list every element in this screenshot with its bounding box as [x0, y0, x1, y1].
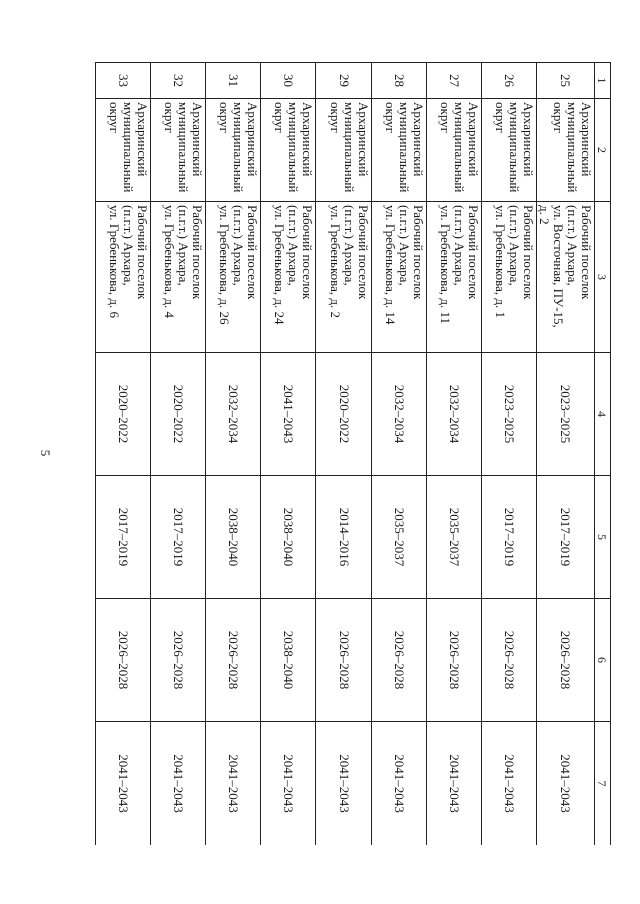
period-col-5: 2038–2040 [206, 476, 261, 599]
district-line: округ [437, 102, 453, 133]
district-line: округ [382, 102, 398, 133]
district-line: округ [492, 102, 508, 133]
table-row [371, 63, 426, 846]
period-col-5: 2035–2037 [426, 476, 481, 599]
column-header: 5 [595, 476, 611, 599]
address-line: Рабочий поселок [465, 205, 481, 300]
address-cell [261, 202, 316, 353]
period-col-4: 2041–2043 [261, 353, 316, 476]
schedule-table [95, 62, 611, 845]
period-col-5: 2017–2019 [481, 476, 536, 599]
address-line: ул. Гребенькова, д. 6 [107, 205, 123, 318]
district-cell [536, 99, 594, 202]
address-line: ул. Восточная, ПУ-15, [551, 205, 566, 328]
period-col-6: 2026–2028 [316, 599, 371, 722]
address-line: ул. Гребенькова, д. 24 [272, 205, 288, 325]
address-line: ул. Гребенькова, д. 14 [382, 205, 398, 325]
column-header: 4 [595, 353, 611, 476]
district-line: Архаринский [579, 102, 594, 177]
row-number: 25 [536, 63, 594, 99]
period-col-4: 2020–2022 [151, 353, 206, 476]
table-row [536, 63, 594, 846]
table-row [481, 63, 536, 846]
district-cell [371, 99, 426, 202]
period-col-6: 2026–2028 [426, 599, 481, 722]
district-line: Архаринский [465, 102, 481, 177]
district-line: округ [217, 102, 233, 133]
period-col-7: 2041–2043 [426, 722, 481, 846]
row-number: 28 [371, 63, 426, 99]
district-line: Архаринский [520, 102, 536, 177]
address-line: ул. Гребенькова, д. 4 [162, 205, 178, 318]
header-row [595, 63, 611, 846]
row-number: 27 [426, 63, 481, 99]
column-header: 7 [595, 722, 611, 846]
period-col-7: 2041–2043 [481, 722, 536, 846]
table-row [151, 63, 206, 846]
period-col-5: 2017–2019 [536, 476, 594, 599]
address-line: Рабочий поселок [579, 205, 594, 300]
table-row [96, 63, 151, 846]
district-line: муниципальный [176, 102, 192, 193]
period-col-4: 2032–2034 [371, 353, 426, 476]
district-line: Архаринский [190, 102, 206, 177]
district-line: муниципальный [565, 102, 580, 193]
address-cell [481, 202, 536, 353]
address-line: Рабочий поселок [245, 205, 261, 300]
period-col-7: 2041–2043 [261, 722, 316, 846]
period-col-7: 2041–2043 [536, 722, 594, 846]
district-line: муниципальный [286, 102, 302, 193]
period-col-6: 2026–2028 [206, 599, 261, 722]
address-line: Рабочий поселок [190, 205, 206, 300]
period-col-4: 2032–2034 [206, 353, 261, 476]
period-col-5: 2038–2040 [261, 476, 316, 599]
district-line: Архаринский [245, 102, 261, 177]
district-cell [426, 99, 481, 202]
district-cell [206, 99, 261, 202]
address-line: (п.г.т.) Архара, [396, 205, 412, 286]
district-line: округ [551, 102, 566, 133]
address-line: д. 2 [537, 205, 552, 225]
period-col-4: 2023–2025 [481, 353, 536, 476]
district-line: Архаринский [410, 102, 426, 177]
period-col-4: 2020–2022 [96, 353, 151, 476]
address-line: Рабочий поселок [520, 205, 536, 300]
period-col-5: 2035–2037 [371, 476, 426, 599]
address-cell [426, 202, 481, 353]
district-line: Архаринский [355, 102, 371, 177]
address-line: Рабочий поселок [300, 205, 316, 300]
column-header: 2 [595, 99, 611, 202]
row-number: 29 [316, 63, 371, 99]
address-cell [536, 202, 594, 353]
row-number: 31 [206, 63, 261, 99]
district-line: муниципальный [341, 102, 357, 193]
address-line: (п.г.т.) Архара, [565, 205, 580, 286]
table-row [261, 63, 316, 846]
district-line: муниципальный [231, 102, 247, 193]
table-container [95, 62, 611, 845]
address-line: (п.г.т.) Архара, [176, 205, 192, 286]
address-line: ул. Гребенькова, д. 26 [217, 205, 233, 325]
address-cell [151, 202, 206, 353]
district-line: округ [162, 102, 178, 133]
address-line: Рабочий поселок [135, 205, 151, 300]
table-row [316, 63, 371, 846]
period-col-6: 2026–2028 [481, 599, 536, 722]
period-col-6: 2038–2040 [261, 599, 316, 722]
period-col-4: 2023–2025 [536, 353, 594, 476]
period-col-7: 2041–2043 [371, 722, 426, 846]
address-cell [206, 202, 261, 353]
table-row [206, 63, 261, 846]
period-col-4: 2020–2022 [316, 353, 371, 476]
table-row [426, 63, 481, 846]
address-cell [316, 202, 371, 353]
table-body [96, 63, 595, 846]
district-line: муниципальный [506, 102, 522, 193]
district-line: муниципальный [451, 102, 467, 193]
district-line: округ [107, 102, 123, 133]
address-line: ул. Гребенькова, д. 11 [437, 205, 453, 325]
period-col-5: 2017–2019 [96, 476, 151, 599]
address-cell [96, 202, 151, 353]
period-col-4: 2032–2034 [426, 353, 481, 476]
column-header: 3 [595, 202, 611, 353]
address-line: Рабочий поселок [355, 205, 371, 300]
row-number: 32 [151, 63, 206, 99]
period-col-7: 2041–2043 [206, 722, 261, 846]
address-line: (п.г.т.) Архара, [231, 205, 247, 286]
period-col-5: 2017–2019 [151, 476, 206, 599]
row-number: 26 [481, 63, 536, 99]
district-line: округ [327, 102, 343, 133]
district-line: Архаринский [135, 102, 151, 177]
district-line: округ [272, 102, 288, 133]
address-line: (п.г.т.) Архара, [286, 205, 302, 286]
address-line: (п.г.т.) Архара, [121, 205, 137, 286]
period-col-6: 2026–2028 [536, 599, 594, 722]
address-line: (п.г.т.) Архара, [341, 205, 357, 286]
address-line: (п.г.т.) Архара, [506, 205, 522, 286]
row-number: 30 [261, 63, 316, 99]
address-line: (п.г.т.) Архара, [451, 205, 467, 286]
address-line: ул. Гребенькова, д. 2 [327, 205, 343, 318]
row-number: 33 [96, 63, 151, 99]
district-cell [151, 99, 206, 202]
district-line: муниципальный [121, 102, 137, 193]
district-cell [481, 99, 536, 202]
district-cell [316, 99, 371, 202]
period-col-7: 2041–2043 [151, 722, 206, 846]
period-col-6: 2026–2028 [96, 599, 151, 722]
period-col-5: 2014–2016 [316, 476, 371, 599]
address-cell [371, 202, 426, 353]
district-cell [261, 99, 316, 202]
column-header: 6 [595, 599, 611, 722]
period-col-6: 2026–2028 [371, 599, 426, 722]
district-line: муниципальный [396, 102, 412, 193]
district-line: Архаринский [300, 102, 316, 177]
address-line: Рабочий поселок [410, 205, 426, 300]
period-col-7: 2041–2043 [96, 722, 151, 846]
period-col-7: 2041–2043 [316, 722, 371, 846]
page-number: 5 [38, 449, 53, 457]
address-line: ул. Гребенькова, д. 1 [492, 205, 508, 318]
period-col-6: 2026–2028 [151, 599, 206, 722]
column-header: 1 [595, 63, 611, 99]
district-cell [96, 99, 151, 202]
rotated-table [95, 62, 611, 845]
